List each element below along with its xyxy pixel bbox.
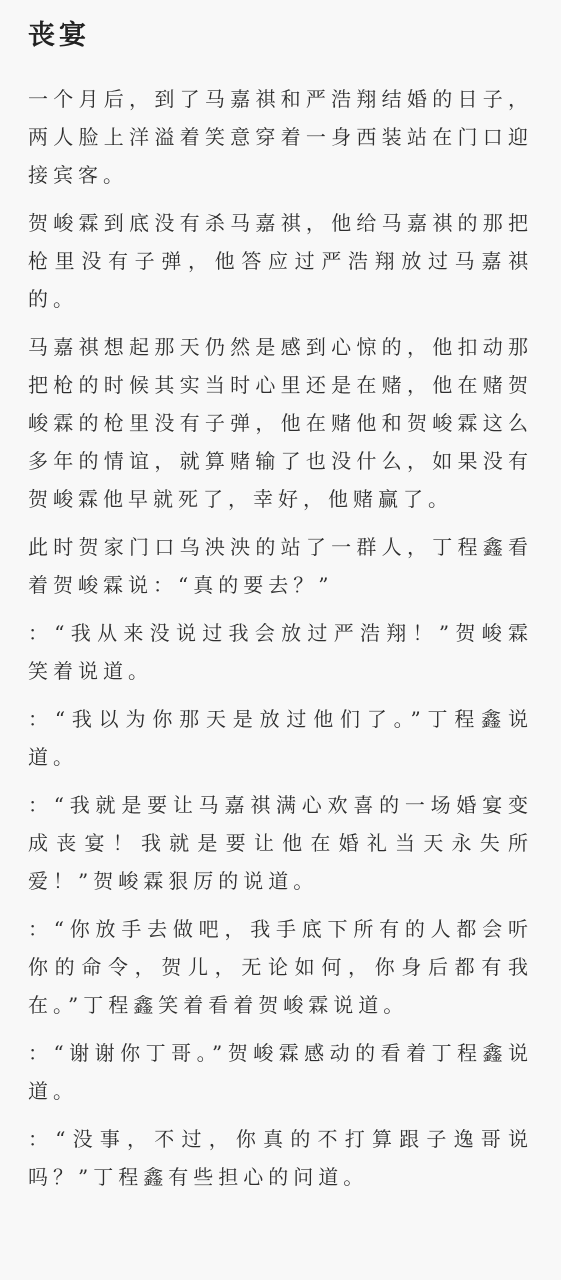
paragraph: 贺峻霖到底没有杀马嘉祺，他给马嘉祺的那把枪里没有子弹，他答应过严浩翔放过马嘉祺的。	[28, 211, 533, 311]
paragraph: ：“我以为你那天是放过他们了。”丁程鑫说道。	[28, 707, 533, 769]
paragraph: 此时贺家门口乌泱泱的站了一群人，丁程鑫看着贺峻霖说：“真的要去？”	[28, 535, 533, 597]
paragraph: 马嘉祺想起那天仍然是感到心惊的，他扣动那把枪的时候其实当时心里还是在赌，他在赌贺峻霖的枪里没有子弹，他在赌他和贺峻霖这么多年的情谊，就算赌输了也没什么，如果没有贺峻霖他早就死了，幸好，他赌赢了。	[28, 335, 533, 511]
paragraph: ：“没事，不过，你真的不打算跟子逸哥说吗？”丁程鑫有些担心的问道。	[28, 1127, 533, 1189]
paragraph: ：“我就是要让马嘉祺满心欢喜的一场婚宴变成丧宴！我就是要让他在婚礼当天永失所爱！”贺峻霖狠厉的说道。	[28, 793, 533, 893]
paragraph: ：“你放手去做吧，我手底下所有的人都会听你的命令，贺儿，无论如何，你身后都有我在。”丁程鑫笑着看着贺峻霖说道。	[28, 917, 533, 1017]
paragraph: 一个月后，到了马嘉祺和严浩翔结婚的日子，两人脸上洋溢着笑意穿着一身西装站在门口迎接宾客。	[28, 87, 533, 187]
article-title: 丧宴	[28, 20, 90, 51]
paragraph: ：“我从来没说过我会放过严浩翔！”贺峻霖笑着说道。	[28, 621, 533, 683]
paragraph: ：“谢谢你丁哥。”贺峻霖感动的看着丁程鑫说道。	[28, 1041, 533, 1103]
